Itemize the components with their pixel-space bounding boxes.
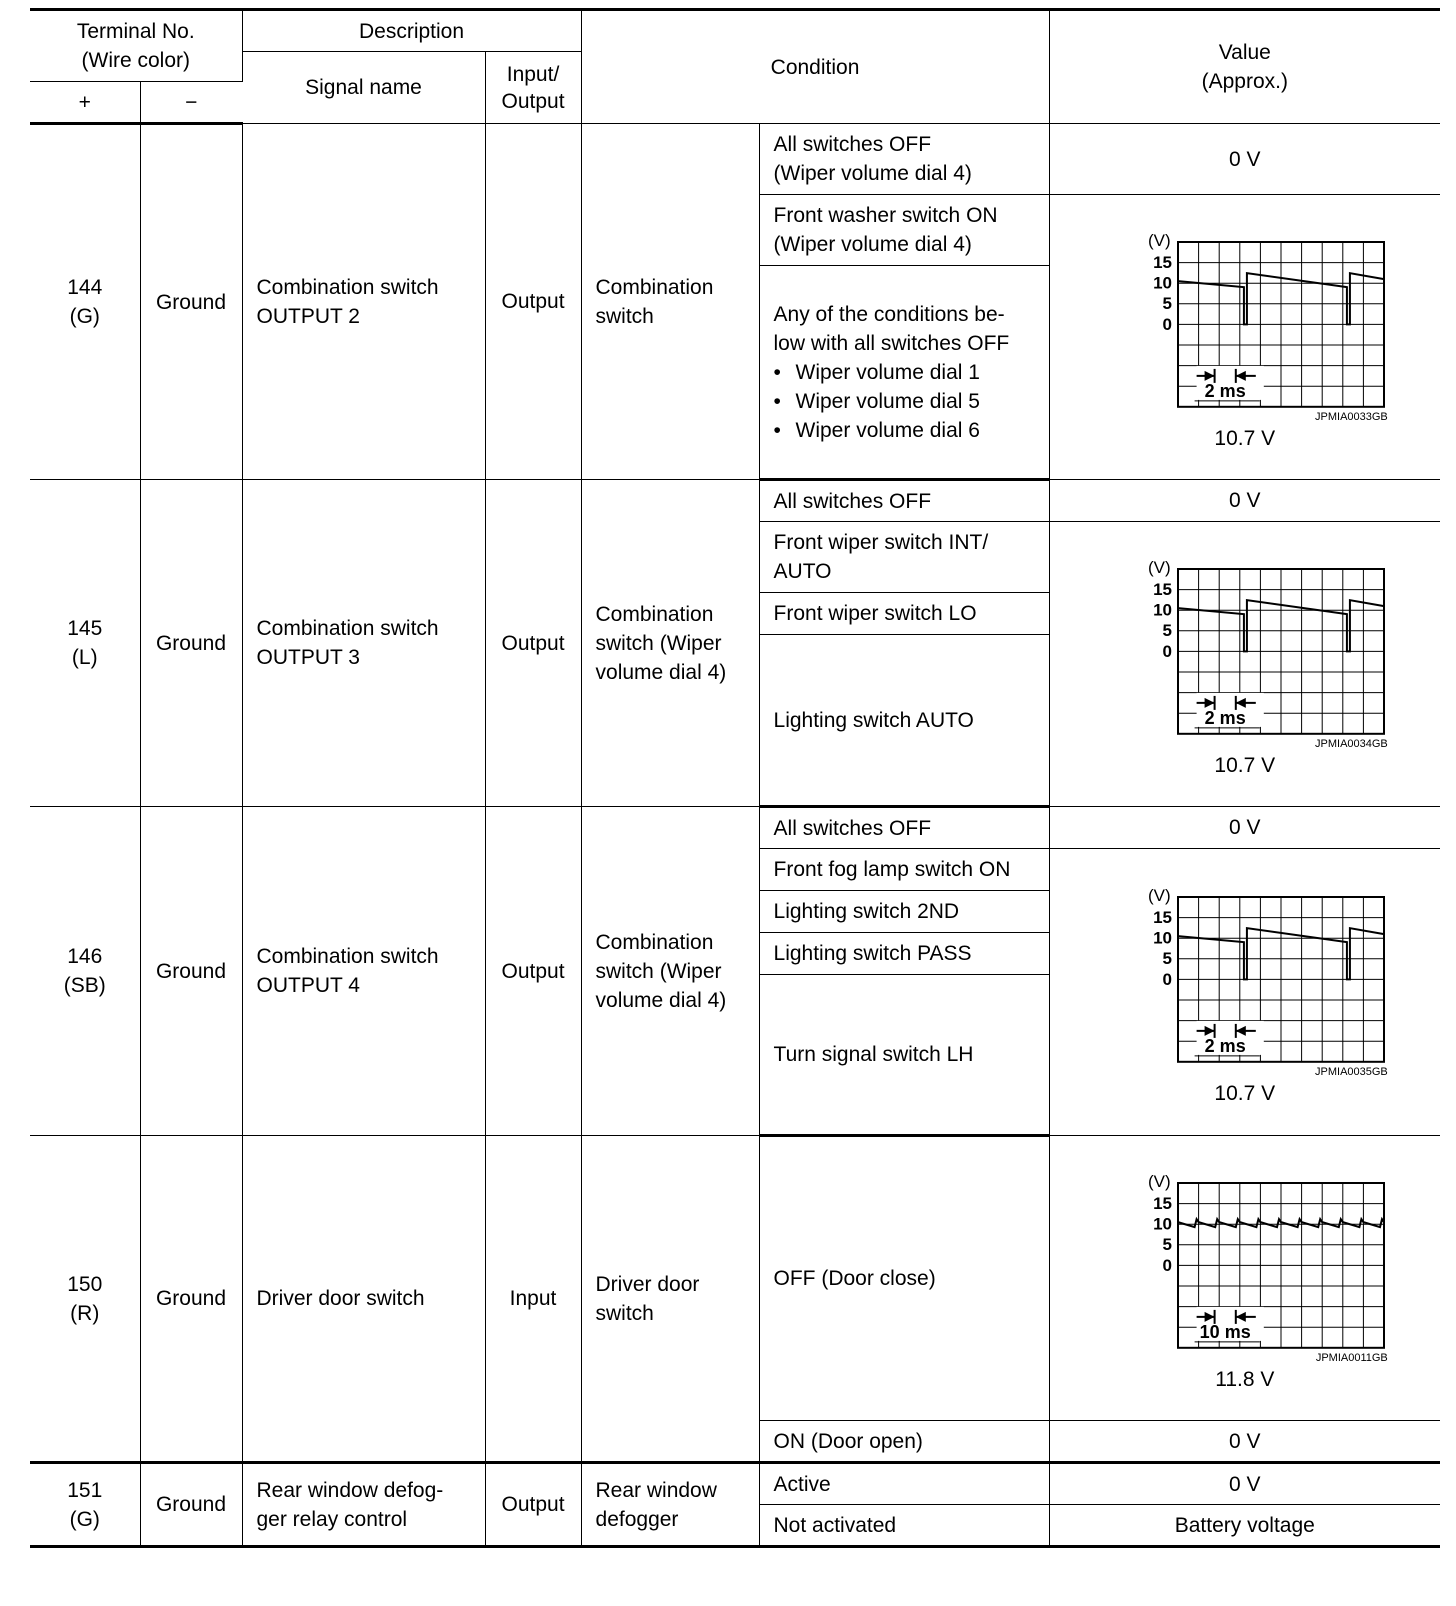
terminal-table: [30, 8, 1440, 1548]
value-150-wave: 11.8 V: [1215, 1368, 1275, 1391]
condition-144-1: Front washer switch ON (Wiper volume dial 4): [759, 195, 1049, 266]
y-tick-label: 0: [1162, 969, 1172, 989]
bullet-item: • Wiper volume dial 5: [774, 387, 1035, 416]
condition-150-1: ON (Door open): [759, 1421, 1049, 1463]
io-144: Output: [485, 124, 581, 480]
y-tick-label: 5: [1162, 1235, 1172, 1255]
io-151: Output: [485, 1463, 581, 1547]
condition-151-1: Not activated: [759, 1505, 1049, 1547]
figure-code-150: JPMIA0011GB: [1315, 1352, 1388, 1364]
terminal-146: 146 (SB): [30, 807, 140, 1136]
y-tick-label: 10: [1152, 1214, 1172, 1234]
value-146-wave: 10.7 V: [1214, 1082, 1276, 1105]
terminal-151: 151 (G): [30, 1463, 140, 1547]
waveform-cell-146: [1049, 849, 1440, 1136]
header-input-output: Input/ Output: [485, 52, 581, 124]
header-minus: −: [140, 82, 242, 124]
waveform-graph-150: [1100, 1161, 1390, 1351]
condition-146-1: Front fog lamp switch ON: [759, 849, 1049, 891]
condition-145-1: Front wiper switch INT/ AUTO: [759, 522, 1049, 593]
ground-145: Ground: [140, 480, 242, 807]
waveform-cell-150: [1049, 1136, 1440, 1421]
waveform-graph-146: [1100, 875, 1390, 1065]
signal-145: Combination switch OUTPUT 3: [242, 480, 485, 807]
condition-144-2: Any of the conditions be- low with all switches OFF • Wiper volume dial 1 • Wiper volume dial 5 • Wiper volume dial 6: [759, 266, 1049, 480]
axis-unit-label: (V): [1147, 1172, 1171, 1191]
bullet-item: • Wiper volume dial 1: [774, 358, 1035, 387]
condition-145-0: All switches OFF: [759, 480, 1049, 522]
signal-151: Rear window defog- ger relay control: [242, 1463, 485, 1547]
condition-main-151: Rear window defogger: [581, 1463, 759, 1547]
y-tick-label: 15: [1152, 253, 1172, 272]
condition-146-2: Lighting switch 2ND: [759, 891, 1049, 933]
header-terminal-no: Terminal No. (Wire color): [30, 10, 242, 82]
y-tick-label: 10: [1152, 600, 1172, 620]
figure-code-146: JPMIA0035GB: [1315, 1066, 1388, 1078]
condition-main-150: Driver door switch: [581, 1136, 759, 1463]
ground-151: Ground: [140, 1463, 242, 1547]
condition-main-146: Combination switch (Wiper volume dial 4): [581, 807, 759, 1136]
time-scale-label: 2 ms: [1204, 1035, 1246, 1056]
y-tick-label: 0: [1162, 314, 1172, 334]
header-condition: Condition: [581, 10, 1049, 124]
terminal-150: 150 (R): [30, 1136, 140, 1463]
y-tick-label: 10: [1152, 928, 1172, 948]
ground-144: Ground: [140, 124, 242, 480]
y-tick-label: 0: [1162, 1255, 1172, 1275]
value-145-wave: 10.7 V: [1214, 754, 1276, 777]
value-144-wave: 10.7 V: [1214, 427, 1276, 450]
bullet-item: • Wiper volume dial 6: [774, 416, 1035, 445]
condition-main-145: Combination switch (Wiper volume dial 4): [581, 480, 759, 807]
terminal-table-wrapper: [30, 8, 1440, 1548]
axis-unit-label: (V): [1147, 886, 1171, 905]
time-scale-label: 2 ms: [1204, 707, 1246, 728]
y-tick-label: 15: [1152, 1194, 1172, 1213]
time-scale-label: 10 ms: [1199, 1321, 1251, 1342]
condition-146-3: Lighting switch PASS: [759, 933, 1049, 975]
value-150-1: 0 V: [1049, 1421, 1440, 1463]
y-tick-label: 10: [1152, 273, 1172, 293]
y-tick-label: 0: [1162, 641, 1172, 661]
header-plus: +: [30, 82, 140, 124]
condition-150-0: OFF (Door close): [759, 1136, 1049, 1421]
condition-146-4: Turn signal switch LH: [759, 975, 1049, 1136]
figure-code-145: JPMIA0034GB: [1315, 738, 1388, 750]
waveform-cell-144: [1049, 195, 1440, 480]
terminal-144: 144 (G): [30, 124, 140, 480]
signal-146: Combination switch OUTPUT 4: [242, 807, 485, 1136]
value-146-0: 0 V: [1049, 807, 1440, 849]
y-tick-label: 5: [1162, 949, 1172, 969]
terminal-145: 145 (L): [30, 480, 140, 807]
time-scale-label: 2 ms: [1204, 380, 1246, 401]
signal-150: Driver door switch: [242, 1136, 485, 1463]
ground-146: Ground: [140, 807, 242, 1136]
io-146: Output: [485, 807, 581, 1136]
y-tick-label: 5: [1162, 621, 1172, 641]
condition-144-bullets: [774, 358, 1035, 445]
condition-145-2: Front wiper switch LO: [759, 593, 1049, 635]
waveform-graph-145: [1100, 547, 1390, 737]
condition-145-3: Lighting switch AUTO: [759, 635, 1049, 807]
y-tick-label: 15: [1152, 580, 1172, 599]
waveform-cell-145: [1049, 522, 1440, 807]
value-145-0: 0 V: [1049, 480, 1440, 522]
io-145: Output: [485, 480, 581, 807]
signal-144: Combination switch OUTPUT 2: [242, 124, 485, 480]
header-signal-name: Signal name: [242, 52, 485, 124]
header-description: Description: [242, 10, 581, 52]
header-value: Value (Approx.): [1049, 10, 1440, 124]
io-150: Input: [485, 1136, 581, 1463]
waveform-graph-144: [1100, 220, 1390, 410]
condition-151-0: Active: [759, 1463, 1049, 1505]
figure-code-144: JPMIA0033GB: [1315, 411, 1388, 423]
value-144-0: 0 V: [1049, 124, 1440, 195]
ground-150: Ground: [140, 1136, 242, 1463]
y-tick-label: 5: [1162, 294, 1172, 314]
condition-144-0: All switches OFF (Wiper volume dial 4): [759, 124, 1049, 195]
value-151-1: Battery voltage: [1049, 1505, 1440, 1547]
condition-main-144: Combination switch: [581, 124, 759, 480]
axis-unit-label: (V): [1147, 558, 1171, 577]
y-tick-label: 15: [1152, 908, 1172, 927]
axis-unit-label: (V): [1147, 231, 1171, 250]
value-151-0: 0 V: [1049, 1463, 1440, 1505]
condition-146-0: All switches OFF: [759, 807, 1049, 849]
